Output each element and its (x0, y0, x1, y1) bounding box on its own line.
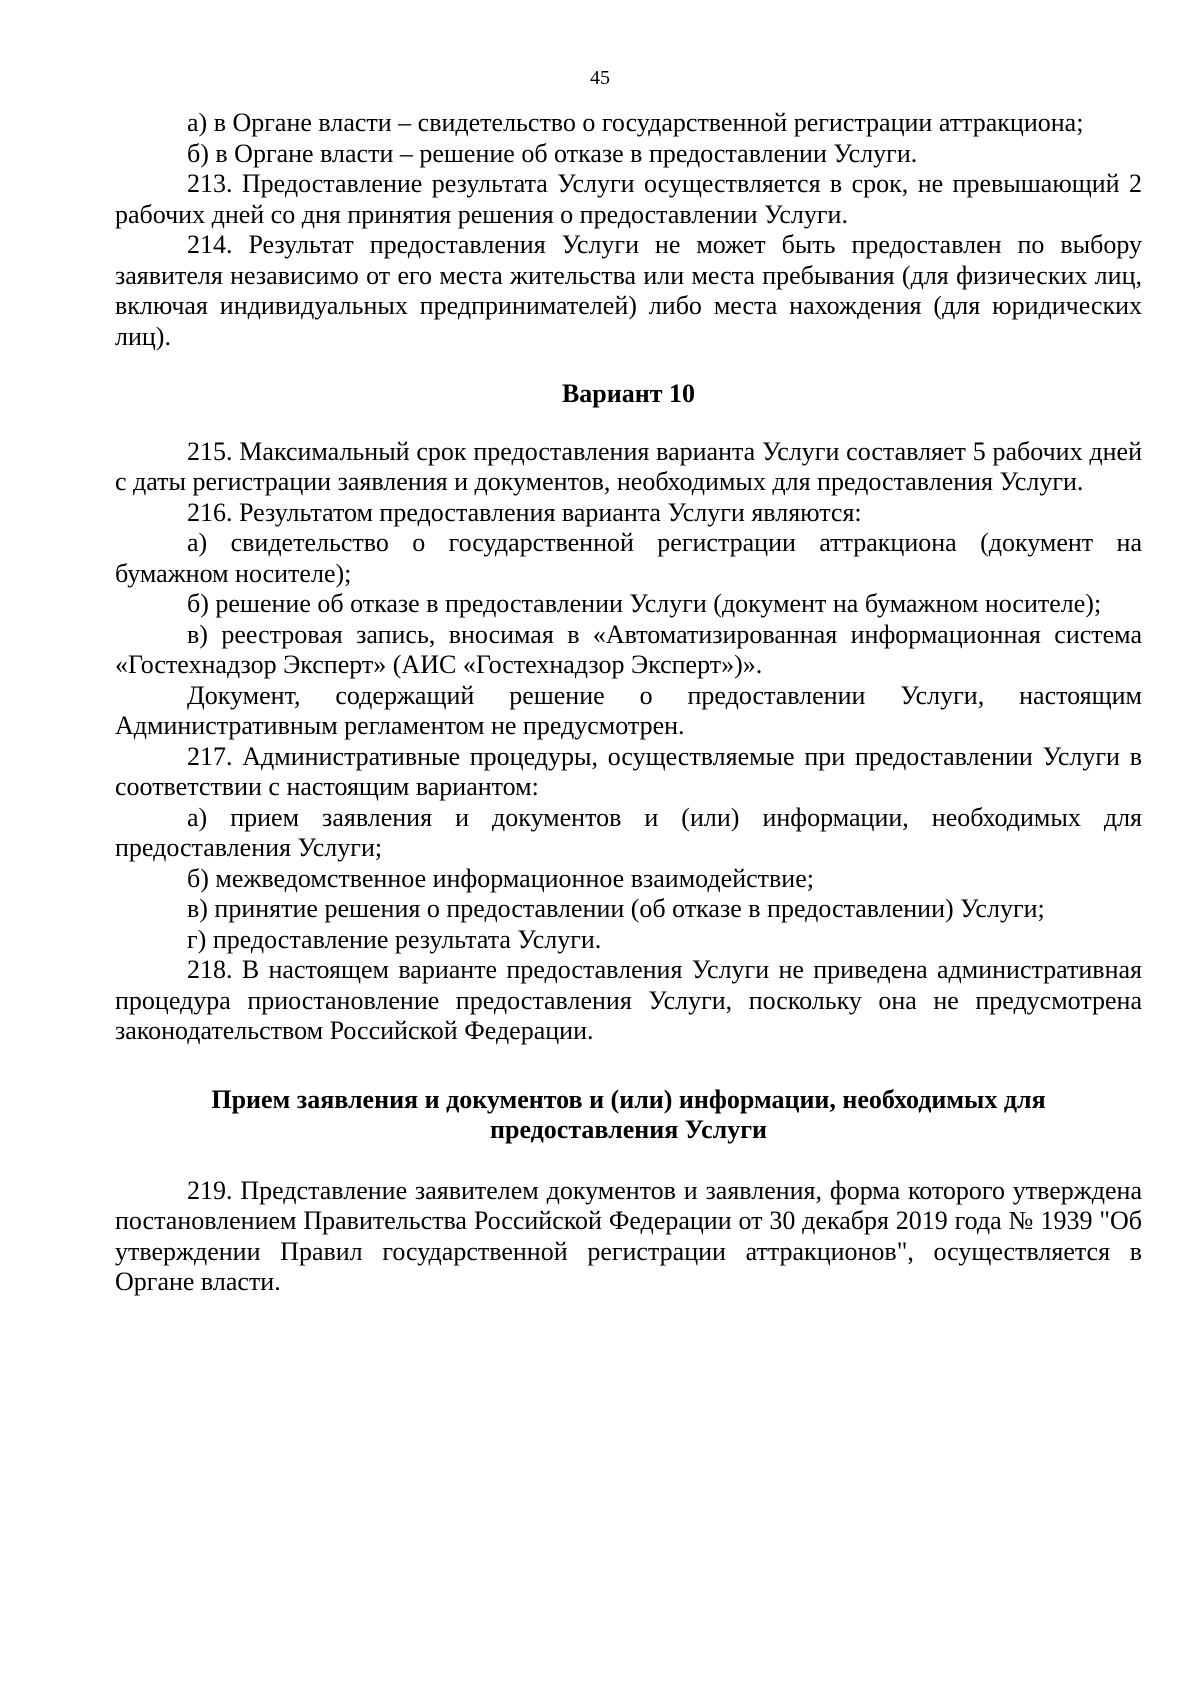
paragraph-216-b: б) решение об отказе в предоставлении Услуги (документ на бумажном носителе); (187, 589, 1102, 618)
paragraph-216-v: в) реестровая запись, вносимая в «Автоматизированная информационная система «Гостехнадзор Эксперт» (АИС «Гостехнадзор Эксперт»)». (115, 619, 1142, 679)
paragraph-213: 213. Предоставление результата Услуги осуществляется в срок, не превышающий 2 рабочих дней со дня принятия решения о предоставлении Услуги. (115, 169, 1142, 229)
paragraph-219: 219. Представление заявителем документов и заявления, форма которого утверждена постановлением Правительства Российской Федерации от 30 декабря 2019 года № 1939 "Об утверждении Правил государственной регистрации аттракционов", осуществляется в Органе власти. (115, 1175, 1142, 1296)
paragraph-218: 218. В настоящем варианте предоставления Услуги не приведена административная процедура приостановление предоставления Услуги, поскольку она не предусмотрена законодательством Российской Федерации. (115, 955, 1142, 1045)
section-heading-line-2: предоставления Услуги (490, 1115, 767, 1144)
paragraph-215: 215. Максимальный срок предоставления варианта Услуги составляет 5 рабочих дней с даты регистрации заявления и документов, необходимых для предоставления Услуги. (115, 436, 1142, 496)
page-number: 45 (590, 67, 610, 89)
document-body (115, 108, 1142, 1298)
paragraph-item-a: а) в Органе власти – свидетельство о государственной регистрации аттракциона; (187, 108, 1084, 137)
paragraph-217-a: а) прием заявления и документов и (или) информации, необходимых для предоставления Услуги; (115, 802, 1142, 862)
paragraph-217-b: б) межведомственное информационное взаимодействие; (187, 863, 814, 893)
paragraph-216-a: а) свидетельство о государственной регистрации аттракциона (документ на бумажном носителе); (115, 528, 1142, 588)
section-heading (115, 1085, 1142, 1146)
section-heading-line-1: Прием заявления и документов и (или) информации, необходимых для (211, 1084, 1046, 1114)
variant-heading: Вариант 10 (561, 379, 696, 408)
paragraph-217: 217. Административные процедуры, осуществляемые при предоставлении Услуги в соответствии с настоящим вариантом: (115, 741, 1142, 801)
paragraph-217-v: в) принятие решения о предоставлении (об отказе в предоставлении) Услуги; (187, 894, 1045, 923)
paragraph-217-g: г) предоставление результата Услуги. (187, 924, 602, 954)
paragraph-214: 214. Результат предоставления Услуги не может быть предоставлен по выбору заявителя независимо от его места жительства или места пребывания (для физических лиц, включая индивидуальных предпринимателей) либо места нахождения (для юридических лиц). (115, 230, 1142, 351)
paragraph-document-note: Документ, содержащий решение о предоставлении Услуги, настоящим Административным регламентом не предусмотрен. (115, 680, 1142, 740)
paragraph-item-b: б) в Органе власти – решение об отказе в предоставлении Услуги. (187, 138, 918, 168)
paragraph-216: 216. Результатом предоставления варианта Услуги являются: (187, 497, 862, 527)
